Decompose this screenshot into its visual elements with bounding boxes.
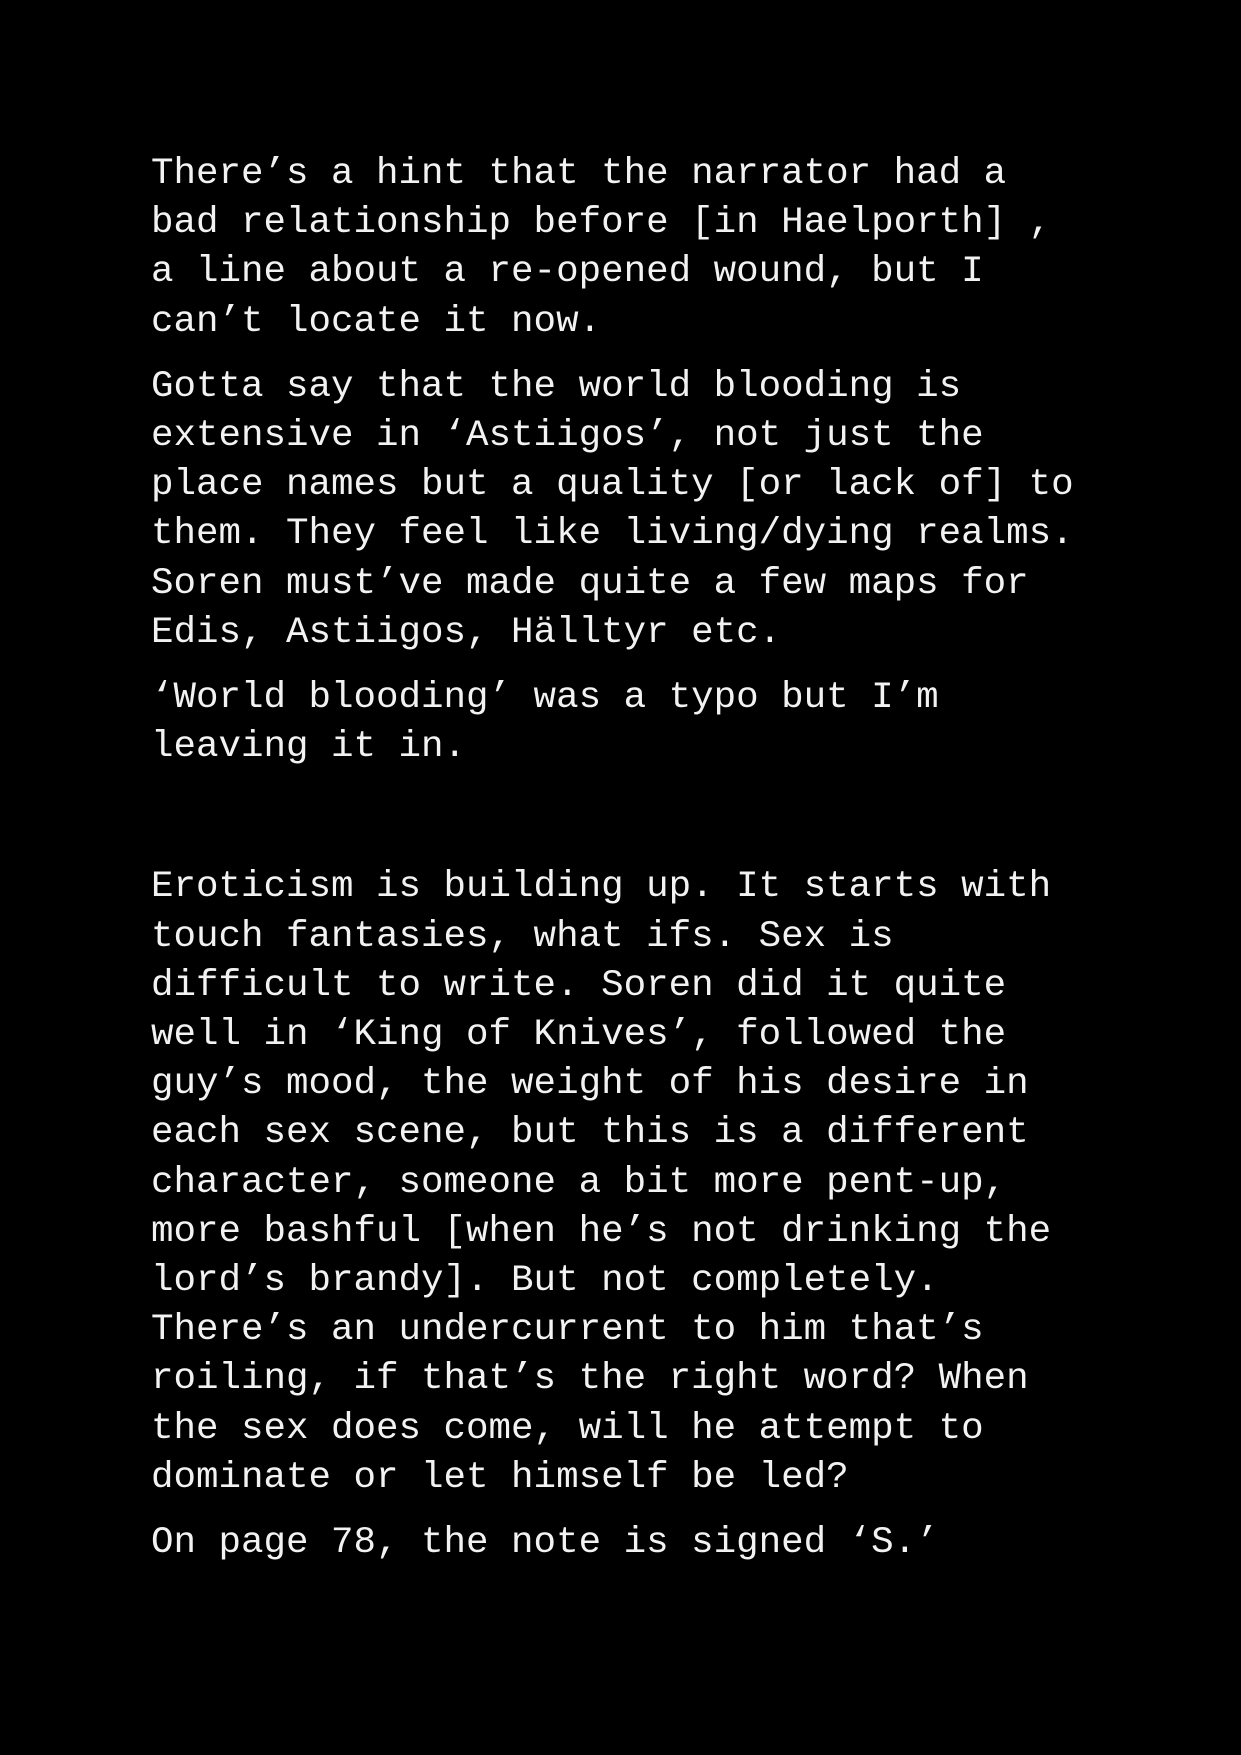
paragraph-page-78-note: On page 78, the note is signed ‘S.’ — [151, 1522, 939, 1565]
paragraph-world-blooding: Gotta say that the world blooding is extensive in ‘Astiigos’, not just the place names but a quality [or lack of] to them. They feel like living/dying realms. Soren must’ve made quite a few maps for Edis, Astiigos, Hälltyr etc. — [151, 365, 1074, 654]
paragraph-narrator-hint: There’s a hint that the narrator had a bad relationship before [in Haelporth] , a line about a re-opened wound, but I can’t locate it now. — [151, 153, 1052, 343]
paragraph-eroticism: Eroticism is building up. It starts with touch fantasies, what ifs. Sex is difficult to write. Soren did it quite well in ‘King of Knives’, followed the guy’s mood, the weight of his desire in each sex scene, but this is a different character, someone a bit more pent-up, more bashful [when he’s not drinking the lord’s brandy]. But not completely. There’s an undercurrent to him that’s roiling, if that’s the right word? When the sex does come, will he attempt to dominate or let himself be led? — [151, 866, 1052, 1499]
section-spacer — [151, 788, 1151, 863]
paragraph-typo-note: ‘World blooding’ was a typo but I’m leaving it in. — [151, 677, 939, 769]
document-body — [151, 150, 1151, 1584]
